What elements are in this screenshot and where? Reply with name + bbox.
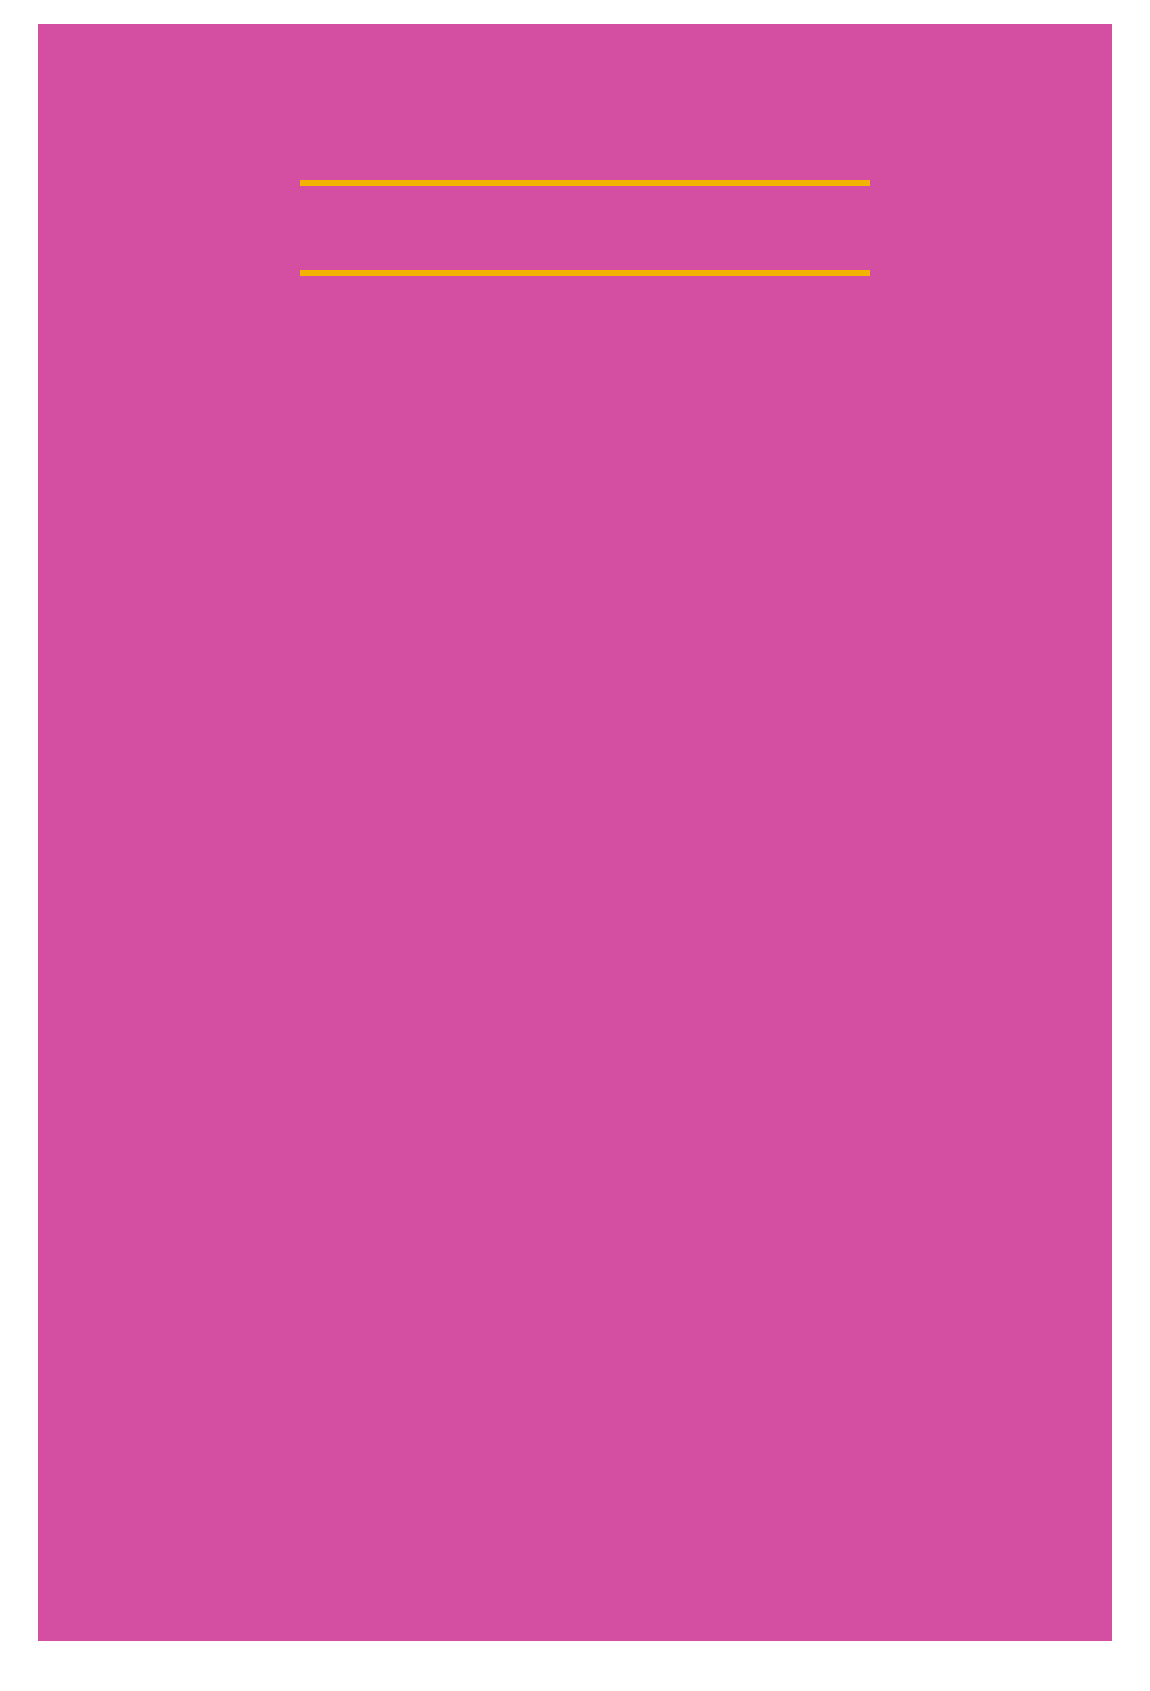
daisy-border-bottom (38, 1461, 1112, 1641)
daisy-icon (881, 1104, 1001, 1224)
title-rule-top (300, 180, 870, 186)
daisy-border-top (38, 24, 1112, 204)
daisy-icon (62, 242, 192, 372)
daisy-icon (778, 670, 848, 740)
title-rule-bottom (300, 270, 870, 276)
menu-poster (38, 24, 1112, 1641)
daisy-icon (72, 1188, 148, 1264)
daisy-icon (864, 190, 1014, 340)
